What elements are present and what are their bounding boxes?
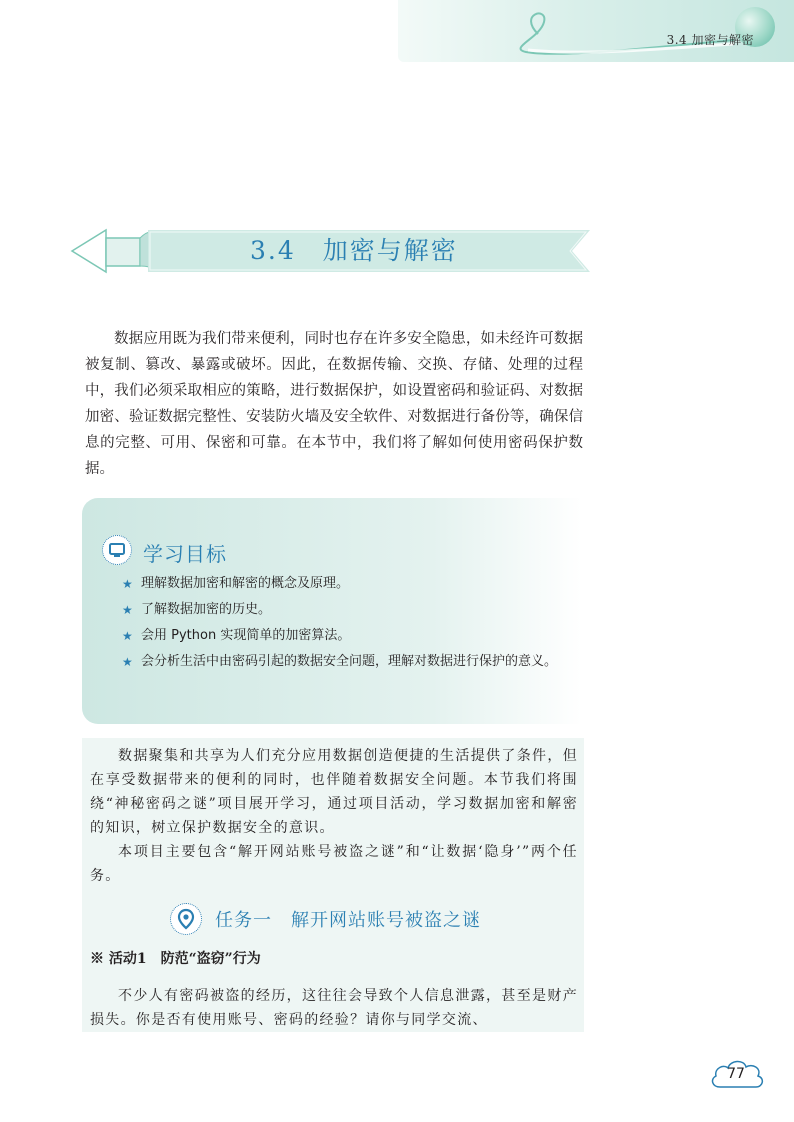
star-icon: ★: [122, 655, 133, 669]
learning-goals-title: 学习目标: [143, 542, 227, 566]
project-lead-paragraph-1: 数据聚集和共享为人们充分应用数据创造便捷的生活提供了条件，但在享受数据带来的便利的同时，也伴随着数据安全问题。本节我们将围绕“神秘密码之谜”项目展开学习，通过项目活动，学习数据加密和解密的知识，树立保护数据安全的意识。: [90, 748, 578, 836]
activity-heading: ※ 活动1 防范“盗窃”行为: [90, 951, 261, 967]
goal-text: 理解数据加密和解密的概念及原理。: [141, 576, 350, 591]
goal-item: [122, 571, 572, 597]
project-lead-paragraph-2: 本项目主要包含“解开网站账号被盗之谜”和“让数据‘隐身’”两个任务。: [90, 844, 578, 884]
goal-text: 会分析生活中由密码引起的数据安全问题，理解对数据进行保护的意义。: [141, 654, 558, 669]
learning-goals-list: [122, 571, 572, 675]
running-header: 3.4 加密与解密: [666, 33, 754, 47]
task-title: 任务一 解开网站账号被盗之谜: [215, 910, 481, 931]
project-lead: [90, 744, 578, 888]
monitor-icon: [102, 535, 132, 565]
goal-text: 了解数据加密的历史。: [141, 602, 272, 617]
goal-item: [122, 597, 572, 623]
page-number: 77: [727, 1066, 745, 1082]
star-icon: ★: [122, 629, 133, 643]
goal-item: [122, 623, 572, 649]
intro-paragraph: 数据应用既为我们带来便利，同时也存在许多安全隐患，如未经许可数据被复制、篡改、暴露或破坏。因此，在数据传输、交换、存储、处理的过程中，我们必须采取相应的策略，进行数据保护，如设置密码和验证码、对数据加密、验证数据完整性、安装防火墙及安全软件、对数据进行备份等，确保信息的完整、可用、保密和可靠。在本节中，我们将了解如何使用密码保护数据。: [85, 331, 583, 477]
goal-text: 会用 Python 实现简单的加密算法。: [141, 628, 351, 643]
star-icon: ★: [122, 603, 133, 617]
section-title: 3.4 加密与解密: [250, 236, 458, 265]
goal-item: [122, 649, 591, 675]
activity-paragraph: 不少人有密码被盗的经历，这往往会导致个人信息泄露，甚至是财产损失。你是否有使用账号、密码的经验？请你与同学交流、: [90, 988, 578, 1028]
star-icon: ★: [122, 577, 133, 591]
location-pin-icon: [170, 903, 202, 935]
